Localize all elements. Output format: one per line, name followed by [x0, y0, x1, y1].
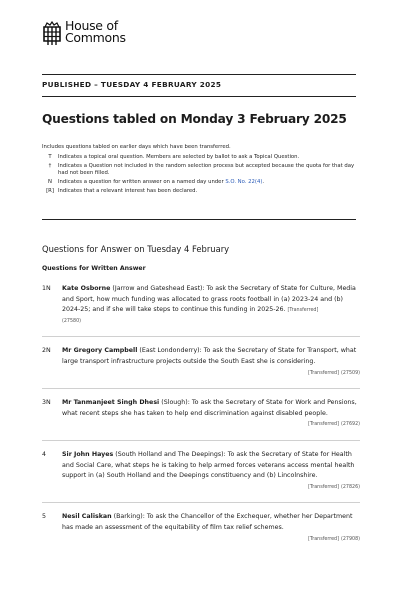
- top-rule: [42, 74, 356, 75]
- legend-symbol: T: [48, 154, 52, 160]
- portcullis-icon: [42, 21, 62, 47]
- question-body: [62, 284, 360, 327]
- legend-row-topical: [42, 154, 356, 161]
- legend-text: Indicates a question for written answer on a named day under: [58, 179, 226, 185]
- question-item: [42, 450, 360, 503]
- question-body: [62, 398, 360, 431]
- constituency: (Slough):: [159, 399, 192, 407]
- question-text: To ask the Secretary of State for Health and Social Care, what steps he is taking to help armed forces veterans access mental health support in (a) South Holland and the Deepings constituency and (b) Lincolnshire.: [62, 450, 355, 480]
- question-text: To ask the Secretary of State for Work and Pensions, what recent steps she has taken to help end discrimination against disabled people.: [62, 399, 357, 417]
- question-item: [42, 346, 360, 389]
- legend-rule: [42, 219, 356, 220]
- question-tags: [62, 534, 360, 546]
- question-reference: (27509): [340, 370, 360, 376]
- legend-row-dagger: [42, 163, 356, 178]
- standing-order-link[interactable]: S.O. No. 22(4): [225, 179, 263, 185]
- transferred-tag: [Transferred]: [308, 422, 339, 428]
- transferred-tag: [Transferred]: [308, 370, 339, 376]
- logo-wordmark: [65, 20, 126, 44]
- question-number: 4: [42, 450, 47, 458]
- section-title: Questions for Answer on Tuesday 4 February: [42, 244, 230, 254]
- question-number: 1N: [42, 285, 51, 292]
- symbol-legend: [42, 154, 356, 197]
- question-body: [62, 346, 360, 379]
- question-item: [42, 512, 360, 554]
- published-date: PUBLISHED – TUESDAY 4 FEBRUARY 2025: [42, 80, 222, 89]
- question-text: To ask the Chancellor of the Exchequer, whether her Department has made an assessment of the equitability of film tax relief schemes.: [62, 513, 353, 531]
- question-body: [62, 512, 360, 545]
- question-number: 2N: [42, 347, 51, 355]
- question-tags: [62, 368, 360, 380]
- question-item: [42, 284, 360, 337]
- member-name: Sir John Hayes: [62, 450, 114, 458]
- intro-text: Includes questions tabled on earlier days which have been transferred.: [42, 144, 231, 150]
- logo-line-2: Commons: [65, 30, 126, 45]
- legend-symbol: †: [48, 162, 52, 169]
- member-name: Kate Osborne: [62, 285, 111, 292]
- legend-symbol: [R]: [46, 187, 54, 194]
- question-text: To ask the Secretary of State for Transport, what large transport infrastructure projects outside the South East she is considering.: [62, 347, 357, 365]
- legend-text-end: .: [262, 179, 265, 185]
- question-number: 3N: [42, 399, 51, 407]
- question-item: [42, 398, 360, 441]
- question-reference: (27580): [62, 318, 82, 324]
- legend-symbol: N: [48, 179, 52, 185]
- member-name: Nesil Caliskan: [62, 513, 112, 521]
- legend-description: Indicates that a relevant interest has been declared.: [58, 187, 198, 194]
- question-text: To ask the Secretary of State for Culture, Media and Sport, how much funding was allocated to grass roots football in (a) 2023-24 and (b) 2024-25; and if she will take steps to continue this funding in 2025-26.: [62, 285, 356, 314]
- member-name: Mr Tanmanjeet Singh Dhesi: [62, 399, 160, 407]
- legend-description: Indicates a topical oral question. Members are selected by ballot to ask a Topical Question.: [58, 154, 300, 160]
- legend-row-named-day: [42, 179, 356, 186]
- constituency: (East Londonderry):: [137, 347, 204, 355]
- constituency: (Jarrow and Gateshead East):: [110, 285, 207, 292]
- subsection-title: Questions for Written Answer: [42, 265, 146, 272]
- transferred-tag: [Transferred]: [308, 484, 339, 490]
- legend-description: [58, 179, 356, 186]
- question-list: [42, 284, 360, 563]
- question-tags: [62, 419, 360, 431]
- question-number: 5: [42, 513, 47, 521]
- legend-description: Indicates a Question not included in the random selection process but accepted because the quota for that day had not been filled.: [58, 162, 355, 177]
- legend-row-relevant-interest: [42, 188, 356, 195]
- transferred-tag: [Transferred]: [287, 308, 319, 314]
- transferred-tag: [Transferred]: [308, 536, 339, 542]
- member-name: Mr Gregory Campbell: [62, 347, 138, 355]
- question-body: [62, 450, 360, 493]
- page-title: Questions tabled on Monday 3 February 2025: [42, 112, 347, 126]
- question-reference: (27908): [340, 536, 360, 542]
- published-rule: [42, 96, 356, 97]
- constituency: (South Holland and The Deepings):: [113, 450, 228, 458]
- question-tags: [62, 482, 360, 494]
- constituency: (Barking):: [111, 513, 147, 521]
- logo-line-1: House of: [65, 18, 118, 33]
- house-of-commons-logo: [42, 20, 126, 47]
- question-reference: (27692): [340, 422, 360, 428]
- question-reference: (27826): [340, 484, 360, 490]
